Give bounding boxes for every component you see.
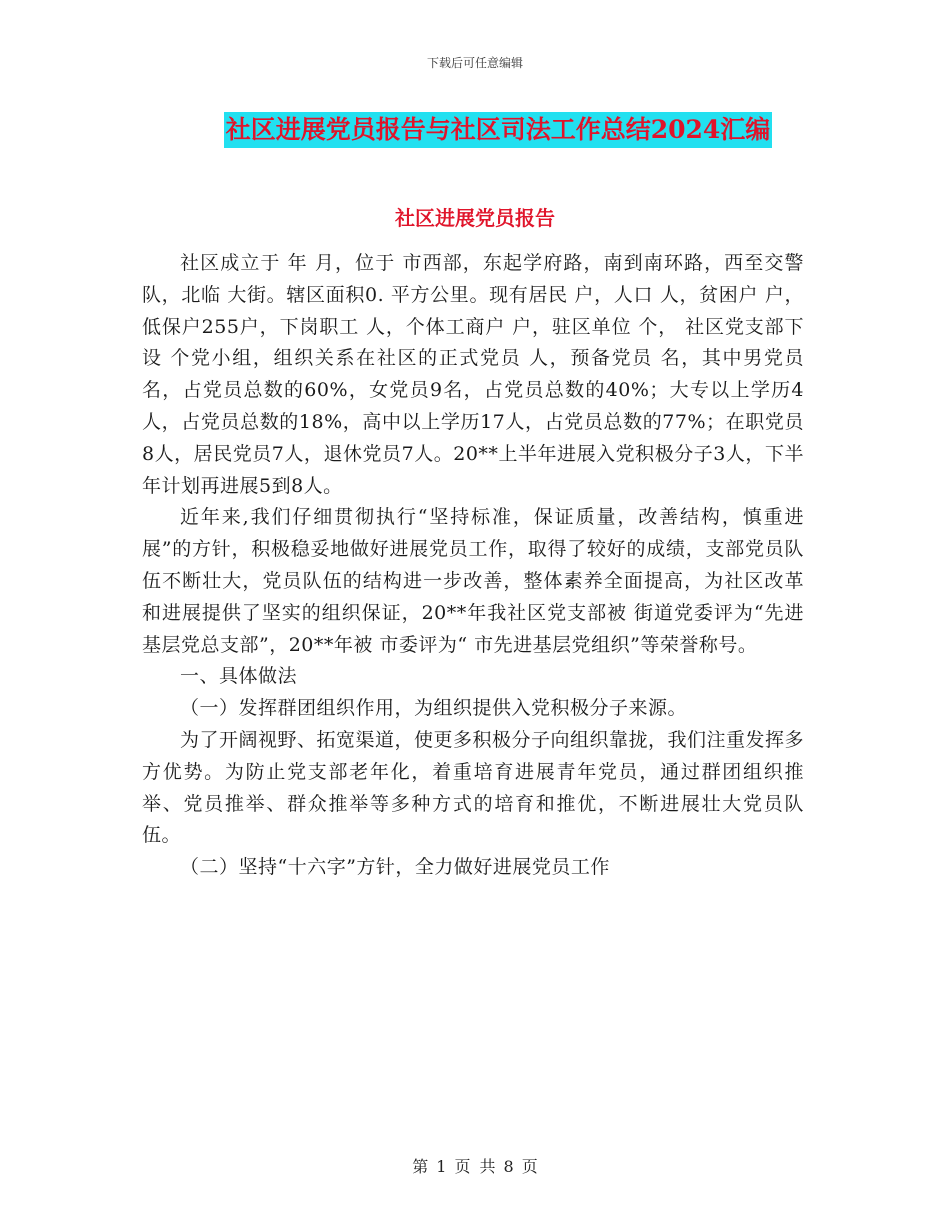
paragraph-intro: 社区成立于 年 月，位于 市西部，东起学府路，南到南环路，西至交警队，北临 大街。辖区面积0. 平方公里。现有居民 户，人口 人，贫困户 户，低保户255户，下岗职工 人，个体工商户 户，驻区单位 个， 社区党支部下设 个党小组，组织关系在社区的正式党员 人，预备党员 名，其中男党员 名，占党员总数的60%，女党员9名，占党员总数的40%；大专以上学历4人，占党员总数的18%，高中以上学历17人，占党员总数的77%；在职党员8人，居民党员7人，退休党员7人。20**上半年进展入党积极分子3人，下半年计划再进展5到8人。 xyxy=(142,252,804,497)
main-title-container xyxy=(0,112,950,148)
footer-prefix: 第 xyxy=(412,1157,429,1176)
document-body xyxy=(142,248,804,884)
paragraph-methods: 为了开阔视野、拓宽渠道，使更多积极分子向组织靠拢，我们注重发挥多方优势。为防止党支部老年化，着重培育进展青年党员，通过群团组织推举、党员推举、群众推举等多种方式的培育和推优，不断进展壮大党员队伍。 xyxy=(142,728,805,847)
section-title: 社区进展党员报告 xyxy=(395,206,555,230)
footer-middle: 页 共 xyxy=(454,1157,496,1176)
page-number: 1 xyxy=(436,1157,447,1176)
footer-suffix: 页 xyxy=(521,1157,538,1176)
document-title: 社区进展党员报告与社区司法工作总结2024汇编 xyxy=(224,112,773,148)
header-note: 下载后可任意编辑 xyxy=(426,56,523,70)
page-total: 8 xyxy=(503,1157,514,1176)
subheading-two: （二）坚持“十六字”方针，全力做好进展党员工作 xyxy=(180,856,610,879)
subheading-one: （一）发挥群团组织作用，为组织提供入党积极分子来源。 xyxy=(180,697,688,720)
heading-specific-methods: 一、具体做法 xyxy=(180,665,298,688)
page-footer xyxy=(0,1154,950,1177)
paragraph-achievements: 近年来,我们仔细贯彻执行“坚持标准，保证质量，改善结构，慎重进展”的方针，积极稳妥地做好进展党员工作，取得了较好的成绩，支部党员队伍不断壮大，党员队伍的结构进一步改善，整体素养全面提高，为社区改革和进展提供了坚实的组织保证，20**年我社区党支部被 街道党委评为“先进基层党总支部”，20**年被 市委评为“ 市先进基层党组织”等荣誉称号。 xyxy=(142,506,804,656)
